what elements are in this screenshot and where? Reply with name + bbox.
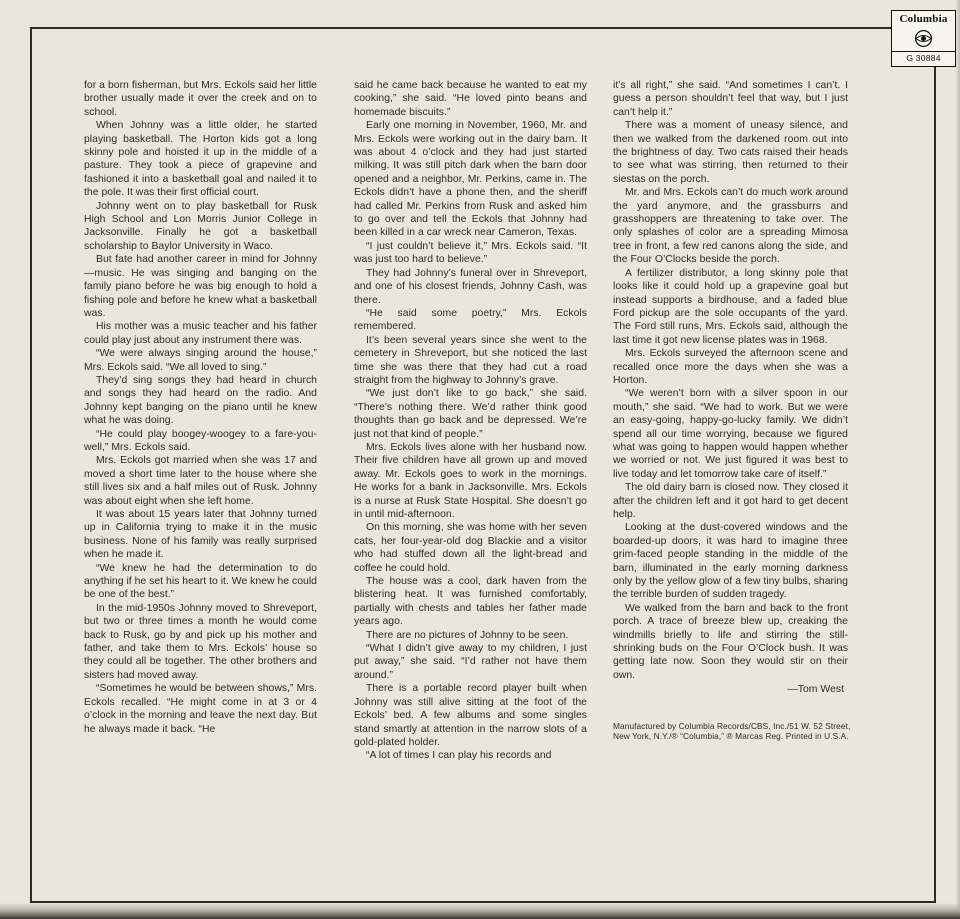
catalog-number: G 30884	[906, 53, 941, 63]
paragraph: Looking at the dust-covered windows and the boarded-up doors, it was hard to imagine three grim-faced people standing in the middle of the barn, illuminated in the early morning darkness only by the yellow glow of a few tiny bulbs, sharing the terrible burden of sudden tragedy.	[613, 522, 848, 601]
paragraph: It was about 15 years later that Johnny turned up in California trying to make it in the music business. None of his family was really surprised when he made it.	[84, 509, 317, 561]
paragraph: Mrs. Eckols lives alone with her husband now. Their five children have all grown up and moved away. Mr. Eckols goes to work in the mornings. He works for a bank in Jacksonville. Mrs. Eckols is a nurse at Rusk State Hospital. She doesn’t go in until mid-afternoon.	[354, 441, 587, 520]
text-column-2	[354, 79, 587, 879]
paragraph: “We were always singing around the house,” Mrs. Eckols said. “We all loved to sing.”	[84, 348, 317, 373]
scan-edge-shadow	[0, 903, 960, 919]
paragraph: Mrs. Eckols got married when she was 17 and moved a short time later to the house where she still lives six and a half miles out of Rusk. Johnny was about eight when she left home.	[84, 455, 317, 507]
paragraph: On this morning, she was home with her seven cats, her four-year-old dog Blackie and a visitor who had stuffed down all the light-bread and coffee he could hold.	[354, 522, 587, 574]
paragraph: In the mid-1950s Johnny moved to Shreveport, but two or three times a month he would come back to Rusk, go by and pick up his mother and father, and take them to Mrs. Eckols’ house so they could all be together. The other brothers and sisters had moved away.	[84, 602, 317, 681]
paragraph: “I just couldn’t believe it,” Mrs. Eckols said. “It was just too hard to believe.”	[354, 240, 587, 266]
text-column-1	[84, 79, 317, 879]
border-frame	[30, 27, 936, 903]
paragraph: Early one morning in November, 1960, Mr. and Mrs. Eckols were working out in the dairy barn. It was about 4 o’clock and they had just started milking. It was still pitch dark when the barn door opened and a neighbor, Mr. Perkins, came in. The Eckols didn’t have a phone then, and the sheriff had called Mr. Perkins from Rusk and asked him to go over and tell the Eckols that Johnny had been killed in a car wreck near Cameron, Texas.	[354, 120, 587, 239]
paragraph: It’s been several years since she went to the cemetery in Shreveport, but she noticed the last time she was there that they had cut a road straight from the highway to Johnny’s grave.	[354, 334, 587, 386]
paragraph: “Sometimes he would be between shows,” Mrs. Eckols recalled. “He might come in at 3 or 4 o’clock in the morning and leave the next day. But he always made it back. “He	[84, 683, 317, 735]
paragraph: Mrs. Eckols surveyed the afternoon scene and recalled once more the days when she was a Horton.	[613, 348, 848, 386]
text-column-3	[613, 79, 851, 879]
paragraph: Johnny went on to play basketball for Rusk High School and Lon Morris Junior College in Jacksonville. Finally he got a basketball scholarship to Baylor University in Waco.	[84, 200, 317, 252]
paragraph: Mr. and Mrs. Eckols can’t do much work around the yard anymore, and the grassburrs and grasshoppers are threatening to take over. The only splashes of color are a spreading Mimosa tree in front, a few red canons along the side, and the Four O’Clocks beside the porch.	[613, 187, 848, 266]
column-3-paragraphs	[613, 79, 848, 682]
manufacturing-notice: Manufactured by Columbia Records/CBS, Inc./51 W. 52 Street, New York, N.Y./® “Columbia,” ® Marcas Reg. Printed in U.S.A.	[613, 720, 851, 741]
paragraph: But fate had another career in mind for Johnny—music. He was singing and banging on the family piano before he was big enough to hold a fishing pole and before he knew what a basketball was.	[84, 254, 317, 319]
author-credit: —Tom West	[787, 684, 844, 696]
paragraph: A fertilizer distributor, a long skinny pole that looks like it could hold up a grapevine goal but instead supports a birdhouse, and a faded blue Ford pickup are the sole occupants of the yard. The Ford still runs, Mrs. Eckols said, although the last time it got new license plates was in 1968.	[613, 267, 848, 346]
column-1-paragraphs	[84, 79, 317, 736]
paragraph: There is a portable record player built when Johnny was still alive sitting at the foot of the Eckols’ bed. A few albums and some singles stand smartly at attention in the narrow slots of a gold-plated holder.	[354, 683, 587, 748]
paragraph: “We just don’t like to go back,” she said. “There’s nothing there. We’d rather think good thoughts than go back and be depressed. We’re just not that kind of people.”	[354, 388, 587, 440]
paragraph: The old dairy barn is closed now. They closed it after the children left and it got hard to get decent help.	[613, 482, 848, 520]
paragraph: His mother was a music teacher and his father could play just about any instrument there was.	[84, 321, 317, 346]
scan-edge-shadow-right	[955, 0, 960, 919]
paragraph: The house was a cool, dark haven from the blistering heat. It was furnished comfortably, partially with chests and tables her father made years ago.	[354, 576, 587, 628]
paragraph: They had Johnny’s funeral over in Shreveport, and one of his closest friends, Johnny Cash, was there.	[354, 267, 587, 306]
paragraph: for a born fisherman, but Mrs. Eckols said her little brother usually made it over the creek and on to school.	[84, 80, 317, 118]
paragraph: “A lot of times I can play his records and	[366, 750, 552, 762]
divider	[892, 51, 955, 52]
columbia-wordmark: Columbia	[899, 13, 948, 25]
paragraph: “What I didn’t give away to my children, I just put away,” she said. “I’d rather not have them around.”	[354, 643, 587, 681]
paragraph: “He could play boogey-woogey to a fare-you-well,” Mrs. Eckols said.	[84, 428, 317, 453]
paragraph: There was a moment of uneasy silence, and then we walked from the darkened room out into the brightness of day. Two cats raised their heads to see what was stirring, then returned to their siestas on the porch.	[613, 120, 848, 185]
cbs-eye-icon	[914, 27, 933, 49]
paragraph: “He said some poetry,” Mrs. Eckols remembered.	[354, 307, 587, 333]
paragraph: “We weren’t born with a silver spoon in our mouth,” she said. “We had to work. But we were an easy-going, happy-go-lucky family. We didn’t spend all our time worrying, because we figured what was going to happen would happen whether we worried or not. We just figured it was best to live today and let tomorrow take care of itself.”	[613, 388, 848, 480]
paragraph: it’s all right,” she said. “And sometimes I can’t. I guess a person shouldn’t feel that way, but I just can’t help it.”	[613, 80, 848, 118]
columbia-logo-box	[891, 10, 956, 67]
paragraph: We walked from the barn and back to the front porch. A trace of breeze blew up, creaking the windmills briefly to life and stirring the still-shrinking buds on the Four O’Clock bush. It was getting late now. Soon they would stir on their own.	[613, 602, 848, 681]
paragraph: said he came back because he wanted to eat my cooking,” she said. “He loved pinto beans and homemade biscuits.”	[354, 80, 587, 118]
column-2-paragraphs	[354, 79, 587, 763]
paragraph: When Johnny was a little older, he started playing basketball. The Horton kids got a long skinny pole and hoisted it up in the middle of a pasture. They took a piece of grapevine and fashioned it into a basketball goal and nailed it to the pole. It was their first official court.	[84, 120, 317, 199]
paragraph: They’d sing songs they had heard in church and songs they had heard on the radio. And Johnny kept banging on the piano until he knew what he was doing.	[84, 374, 317, 427]
paragraph: There are no pictures of Johnny to be seen.	[366, 629, 569, 641]
paragraph: “We knew he had the determination to do anything if he set his heart to it. We knew he could be one of the best.”	[84, 562, 317, 601]
